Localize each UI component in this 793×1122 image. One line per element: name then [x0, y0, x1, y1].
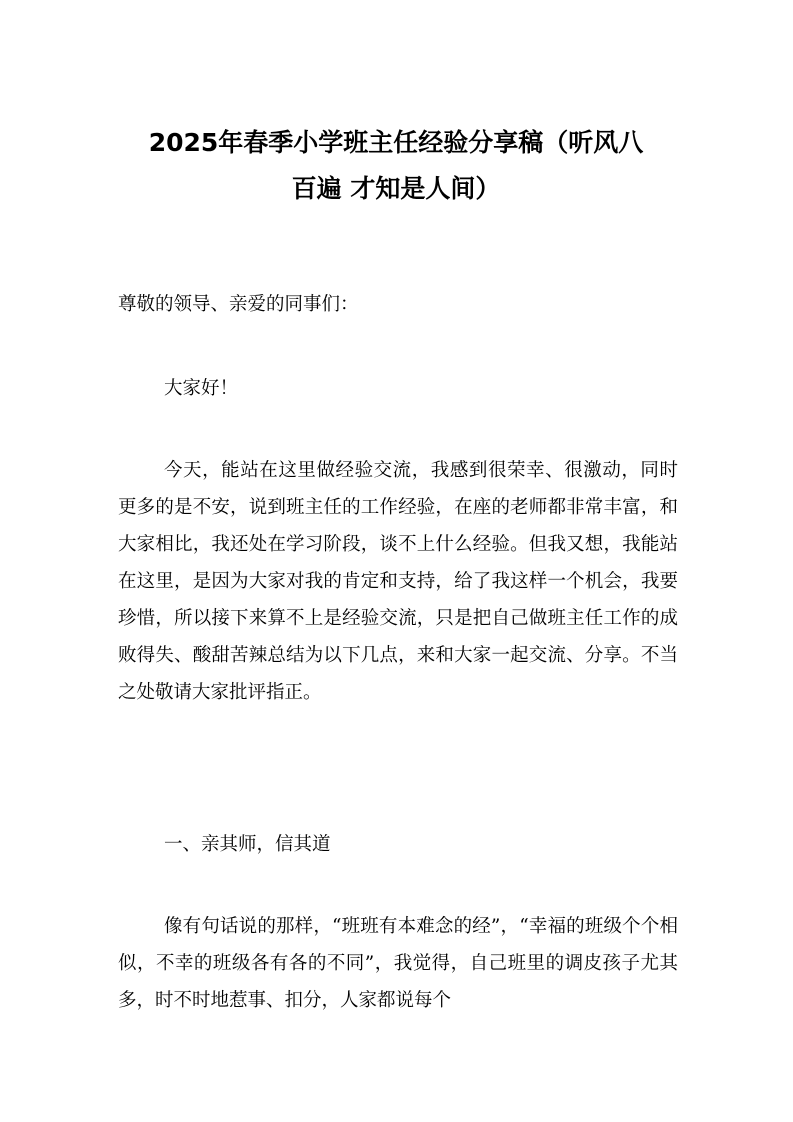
- salutation: 尊敬的领导、亲爱的同事们：: [118, 294, 359, 315]
- document-title-line-1: 2025年春季小学班主任经验分享稿（听风八: [148, 128, 644, 157]
- section-heading: 一、亲其师，信其道: [164, 834, 331, 855]
- document-title-line-2: 百遍 才知是人间）: [291, 174, 501, 203]
- body-paragraph: 像有句话说的那样，“班班有本难念的经”，“幸福的班级个个相似，不幸的班级各有各的不同”，我觉得，自己班里的调皮孩子尤其多，时不时地惹事、扣分，人家都说每个: [118, 916, 678, 1011]
- greeting: 大家好！: [164, 378, 239, 399]
- body-paragraph: 今天，能站在这里做经验交流，我感到很荣幸、很激动，同时更多的是不安，说到班主任的工作经验，在座的老师都非常丰富，和大家相比，我还处在学习阶段，谈不上什么经验。但我又想，我能站在这里，是因为大家对我的肯定和支持，给了我这样一个机会，我要珍惜，所以接下来算不上是经验交流，只是把自己做班主任工作的成败得失、酸甜苦辣总结为以下几点，来和大家一起交流、分享。不当之处敬请大家批评指正。: [118, 460, 678, 703]
